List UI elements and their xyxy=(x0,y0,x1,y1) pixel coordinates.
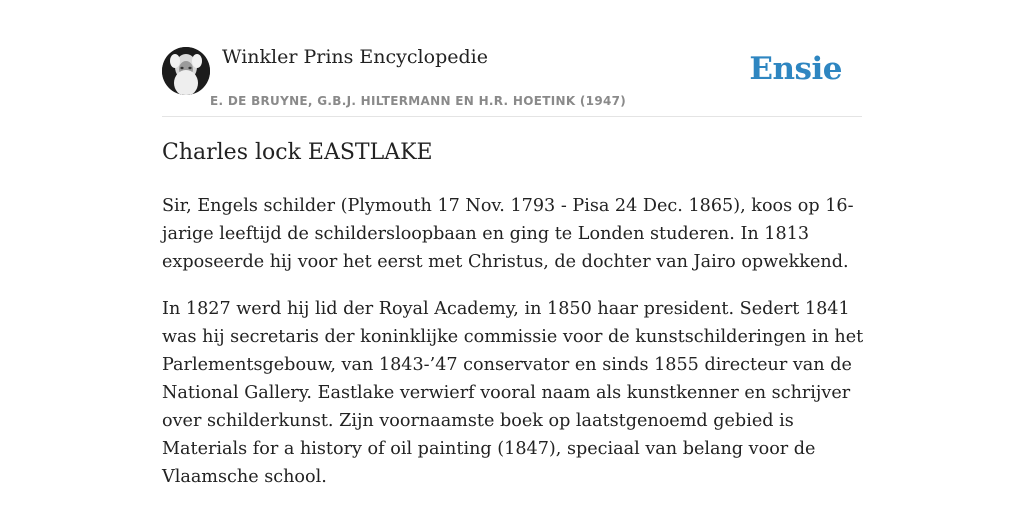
article-paragraph: Sir, Engels schilder (Plymouth 17 Nov. 1793 - Pisa 24 Dec. 1865), koos op 16-jarige leeftijd de schildersloopbaan en ging te Londen studeren. In 1813 exposeerde hij voor het eerst met Christus, de dochter van Jairo opwekkend. xyxy=(162,196,854,272)
source-header xyxy=(162,45,862,117)
article-body xyxy=(162,192,874,510)
author-avatar[interactable] xyxy=(162,47,210,95)
ensie-logo[interactable]: Ensie xyxy=(749,51,842,87)
source-title[interactable]: Winkler Prins Encyclopedie xyxy=(222,46,488,68)
article-title: Charles lock EASTLAKE xyxy=(162,140,433,165)
source-authors: E. DE BRUYNE, G.B.J. HILTERMANN EN H.R. HOETINK (1947) xyxy=(210,94,627,108)
portrait-image xyxy=(162,47,210,95)
article-paragraph: In 1827 werd hij lid der Royal Academy, in 1850 haar president. Sedert 1841 was hij secretaris der koninklijke commissie voor de kunstschilderingen in het Parlementsgebouw, van 1843-’47 conservator en sinds 1855 directeur van de National Gallery. Eastlake verwierf vooral naam als kunstkenner en schrijver over schilderkunst. Zijn voornaamste boek op laatstgenoemd gebied is Materials for a history of oil painting (1847), speciaal van belang voor de Vlaamsche school. xyxy=(162,299,864,487)
